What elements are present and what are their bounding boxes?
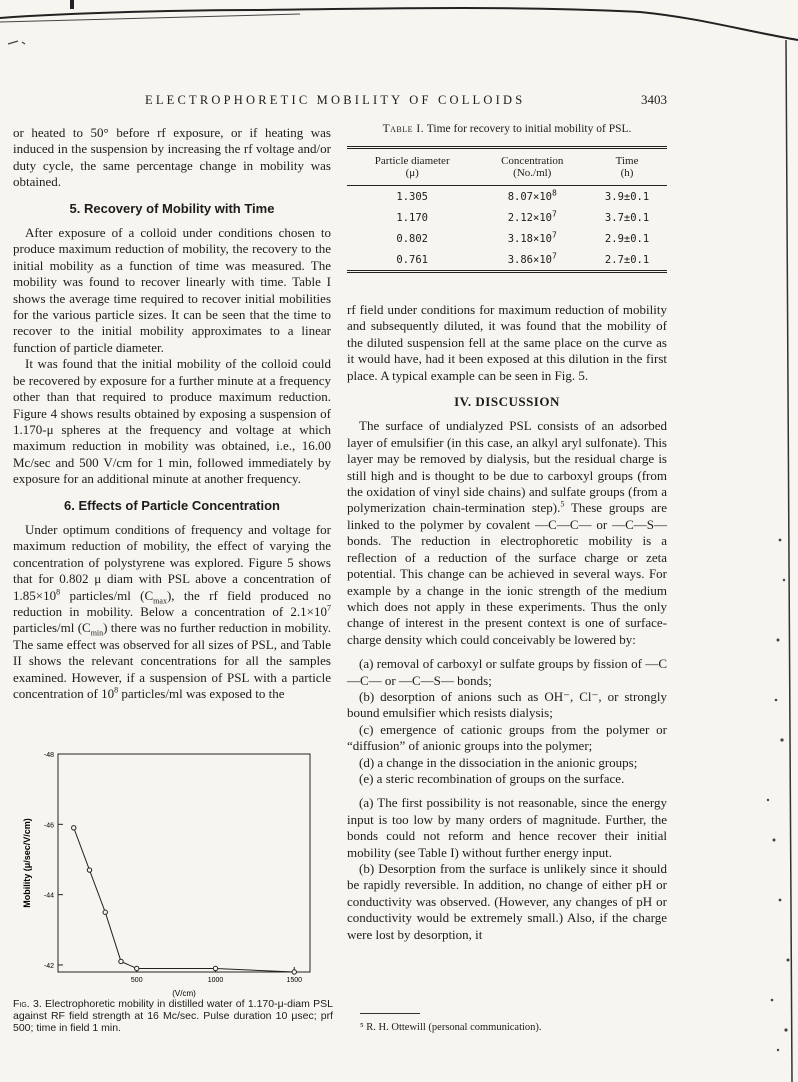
figure-caption: Fig. 3. Electrophoretic mobility in distilled water of 1.170-μ-diam PSL against RF field strength at 16 Mc/sec. Pulse duration 10 μsec; prf 500; time in field 1 min. (13, 998, 334, 1034)
data-point (72, 826, 76, 830)
x-tick-label: 1500 (286, 977, 303, 984)
right-column (347, 302, 667, 943)
data-point (119, 959, 123, 963)
y-tick-label: -48 (43, 752, 54, 759)
table-1 (347, 123, 667, 273)
running-title: ELECTROPHORETIC MOBILITY OF COLLOIDS (145, 93, 526, 107)
footnote: ⁵ R. H. Ottewill (personal communication). (360, 1022, 542, 1033)
x-tick-label: 500 (130, 977, 143, 984)
data-point (213, 966, 217, 970)
list-item: (a) removal of carboxyl or sulfate groups by fission of —C—C— or —C—S— bonds; (347, 656, 667, 688)
section-heading-discussion: IV. DISCUSSION (454, 394, 560, 410)
paragraph: or heated to 50° before rf exposure, or if heating was induced in the suspension by increasing the rf voltage and/or duty cycle, the same percentage change in mobility was obtained. (13, 125, 331, 190)
table-row: 0.761 $3.86\times 10^7$ 2.7±0.1 (347, 249, 667, 272)
y-tick-label: -44 (43, 892, 54, 900)
data-point (135, 966, 139, 970)
list-item: (c) emergence of cationic groups from the polymer or “diffusion” of anionic groups into the polymer; (347, 721, 667, 754)
data-point (292, 970, 296, 974)
y-tick-label: -46 (43, 822, 54, 830)
column-header: Particle diameter (μ) (374, 155, 450, 179)
paragraph: Under optimum conditions of frequency and voltage for maximum reduction of mobility, the effect of varying the concentration of polystyrene was explored. Figure 5 shows that for 0.802 μ diam with PSL above a concentration of $1.85\times 10^8$ particles/ml $(C_{max})$, the rf field produced no reduction in mobility. Below a concentration of $2.1\times 10^7$ particles/ml $(C_{min})$ there was no further reduction in mobility. The same effect was observed for all sizes of PSL, and Table II shows the relevant concentrations for all the samples examined. However, if a suspension of PSL with a particle concentration of $10^8$ particles/ml was exposed to the (13, 521, 332, 701)
paragraph: The surface of undialyzed PSL consists of an adsorbed layer of emulsifier (in this case, an alkyl aryl sulfonate). This layer may be removed by dialysis, but the residual charge is still high and is thought to be due to carboxyl groups (from the oxidation of vinyl side chains) and sulfate groups (from a polymerization chain-termination step).$^5$ These groups are linked to the polymer by covalent —C—C— or —C—S— bonds. The reduction in electrophoretic mobility is a reflection of a reduction of the surface charge or zeta potential. This change can be achieved in several ways. For example by a change in the ionic strength of the medium which does not apply in these experiments. Thus the only change of interest in the present context is one of surface-charge density which could conceivably be lowered by: (347, 418, 667, 647)
y-axis-label: Mobility (μ/sec/V/cm) (22, 818, 32, 908)
table-caption: Table I. Time for recovery to initial mobility of PSL. (382, 123, 632, 135)
plot-frame (58, 754, 310, 972)
list-item: (e) a steric recombination of groups on the surface. (359, 770, 625, 786)
column-header: Concentration (No./ml) (501, 155, 564, 179)
section-heading-6: 6. Effects of Particle Concentration (64, 497, 280, 513)
x-tick-label: 1000 (207, 977, 224, 984)
section-heading-5: 5. Recovery of Mobility with Time (69, 200, 275, 216)
scan-artifact-top (0, 0, 798, 60)
left-column (13, 125, 331, 702)
paragraph: It was found that the initial mobility of the colloid could be recovered by exposure for a further minute at a frequency other than that required to produce maximum reduction. Figure 4 shows results obtained by exposing a suspension of 1.170-μ spheres at the frequency and voltage at which maximum reduction in mobility was obtained, i.e., 16.00 Mc/sec and 500 V/cm for 1 min, followed immediately by exposure for an additional minute at another frequency. (13, 356, 331, 487)
list-item: (d) a change in the dissociation in the anionic groups; (359, 754, 638, 770)
y-tick-label: -42 (43, 962, 54, 970)
page-number: 3403 (641, 92, 667, 107)
table-row: 1.305 $8.07\times 10^8$ 3.9±0.1 (396, 188, 650, 203)
footnote-rule (360, 1013, 420, 1014)
list-item: (b) desorption of anions such as OH⁻, Cl⁻, or strongly bound emulsifier which resists dialysis; (347, 688, 667, 721)
paragraph: (b) Desorption from the surface is unlikely since it should be rapidly reversible. In addition, no change of either pH or conductivity was observed. (However, any changes of pH or conductivity would be extremely small.) Also, if the charge were lost by desorption, it (347, 861, 667, 942)
paragraph: After exposure of a colloid under conditions chosen to produce maximum reduction of mobility, the recovery to the initial mobility as a function of time was measured. The mobility was found to recover linearly with time. Table I shows the average time required to recover initial mobilities for the various particle sizes. It can be seen that the time to recover to the initial mobility approximates to a linear function of particle diameter. (13, 225, 331, 355)
data-point (103, 910, 107, 914)
data-point (87, 868, 91, 872)
x-axis-label: (V/cm) (172, 989, 196, 998)
table-row: 0.802 $3.18\times 10^7$ 2.9±0.1 (396, 230, 650, 245)
table-row: 1.170 $2.12\times 10^7$ 3.7±0.1 (396, 209, 650, 224)
paragraph: rf field under conditions for maximum reduction of mobility and subsequently diluted, it was found that the mobility of the diluted suspension fell at the same place on the curve as it would have, had it been exposed at this dilution in the first place. A typical example can be seen in Fig. 5. (347, 302, 667, 383)
column-header: Time (h) (615, 155, 639, 179)
fitted-curve (74, 828, 295, 972)
possibility-list (347, 656, 667, 787)
paragraph: (a) The first possibility is not reasonable, since the energy input is too low by many orders of magnitude. Further, the bonds could not reform and hence recover their initial mobility (see Table I) without further energy input. (347, 795, 667, 860)
scan-artifact-right-edge (708, 40, 798, 1082)
figure-3-chart (10, 752, 330, 998)
